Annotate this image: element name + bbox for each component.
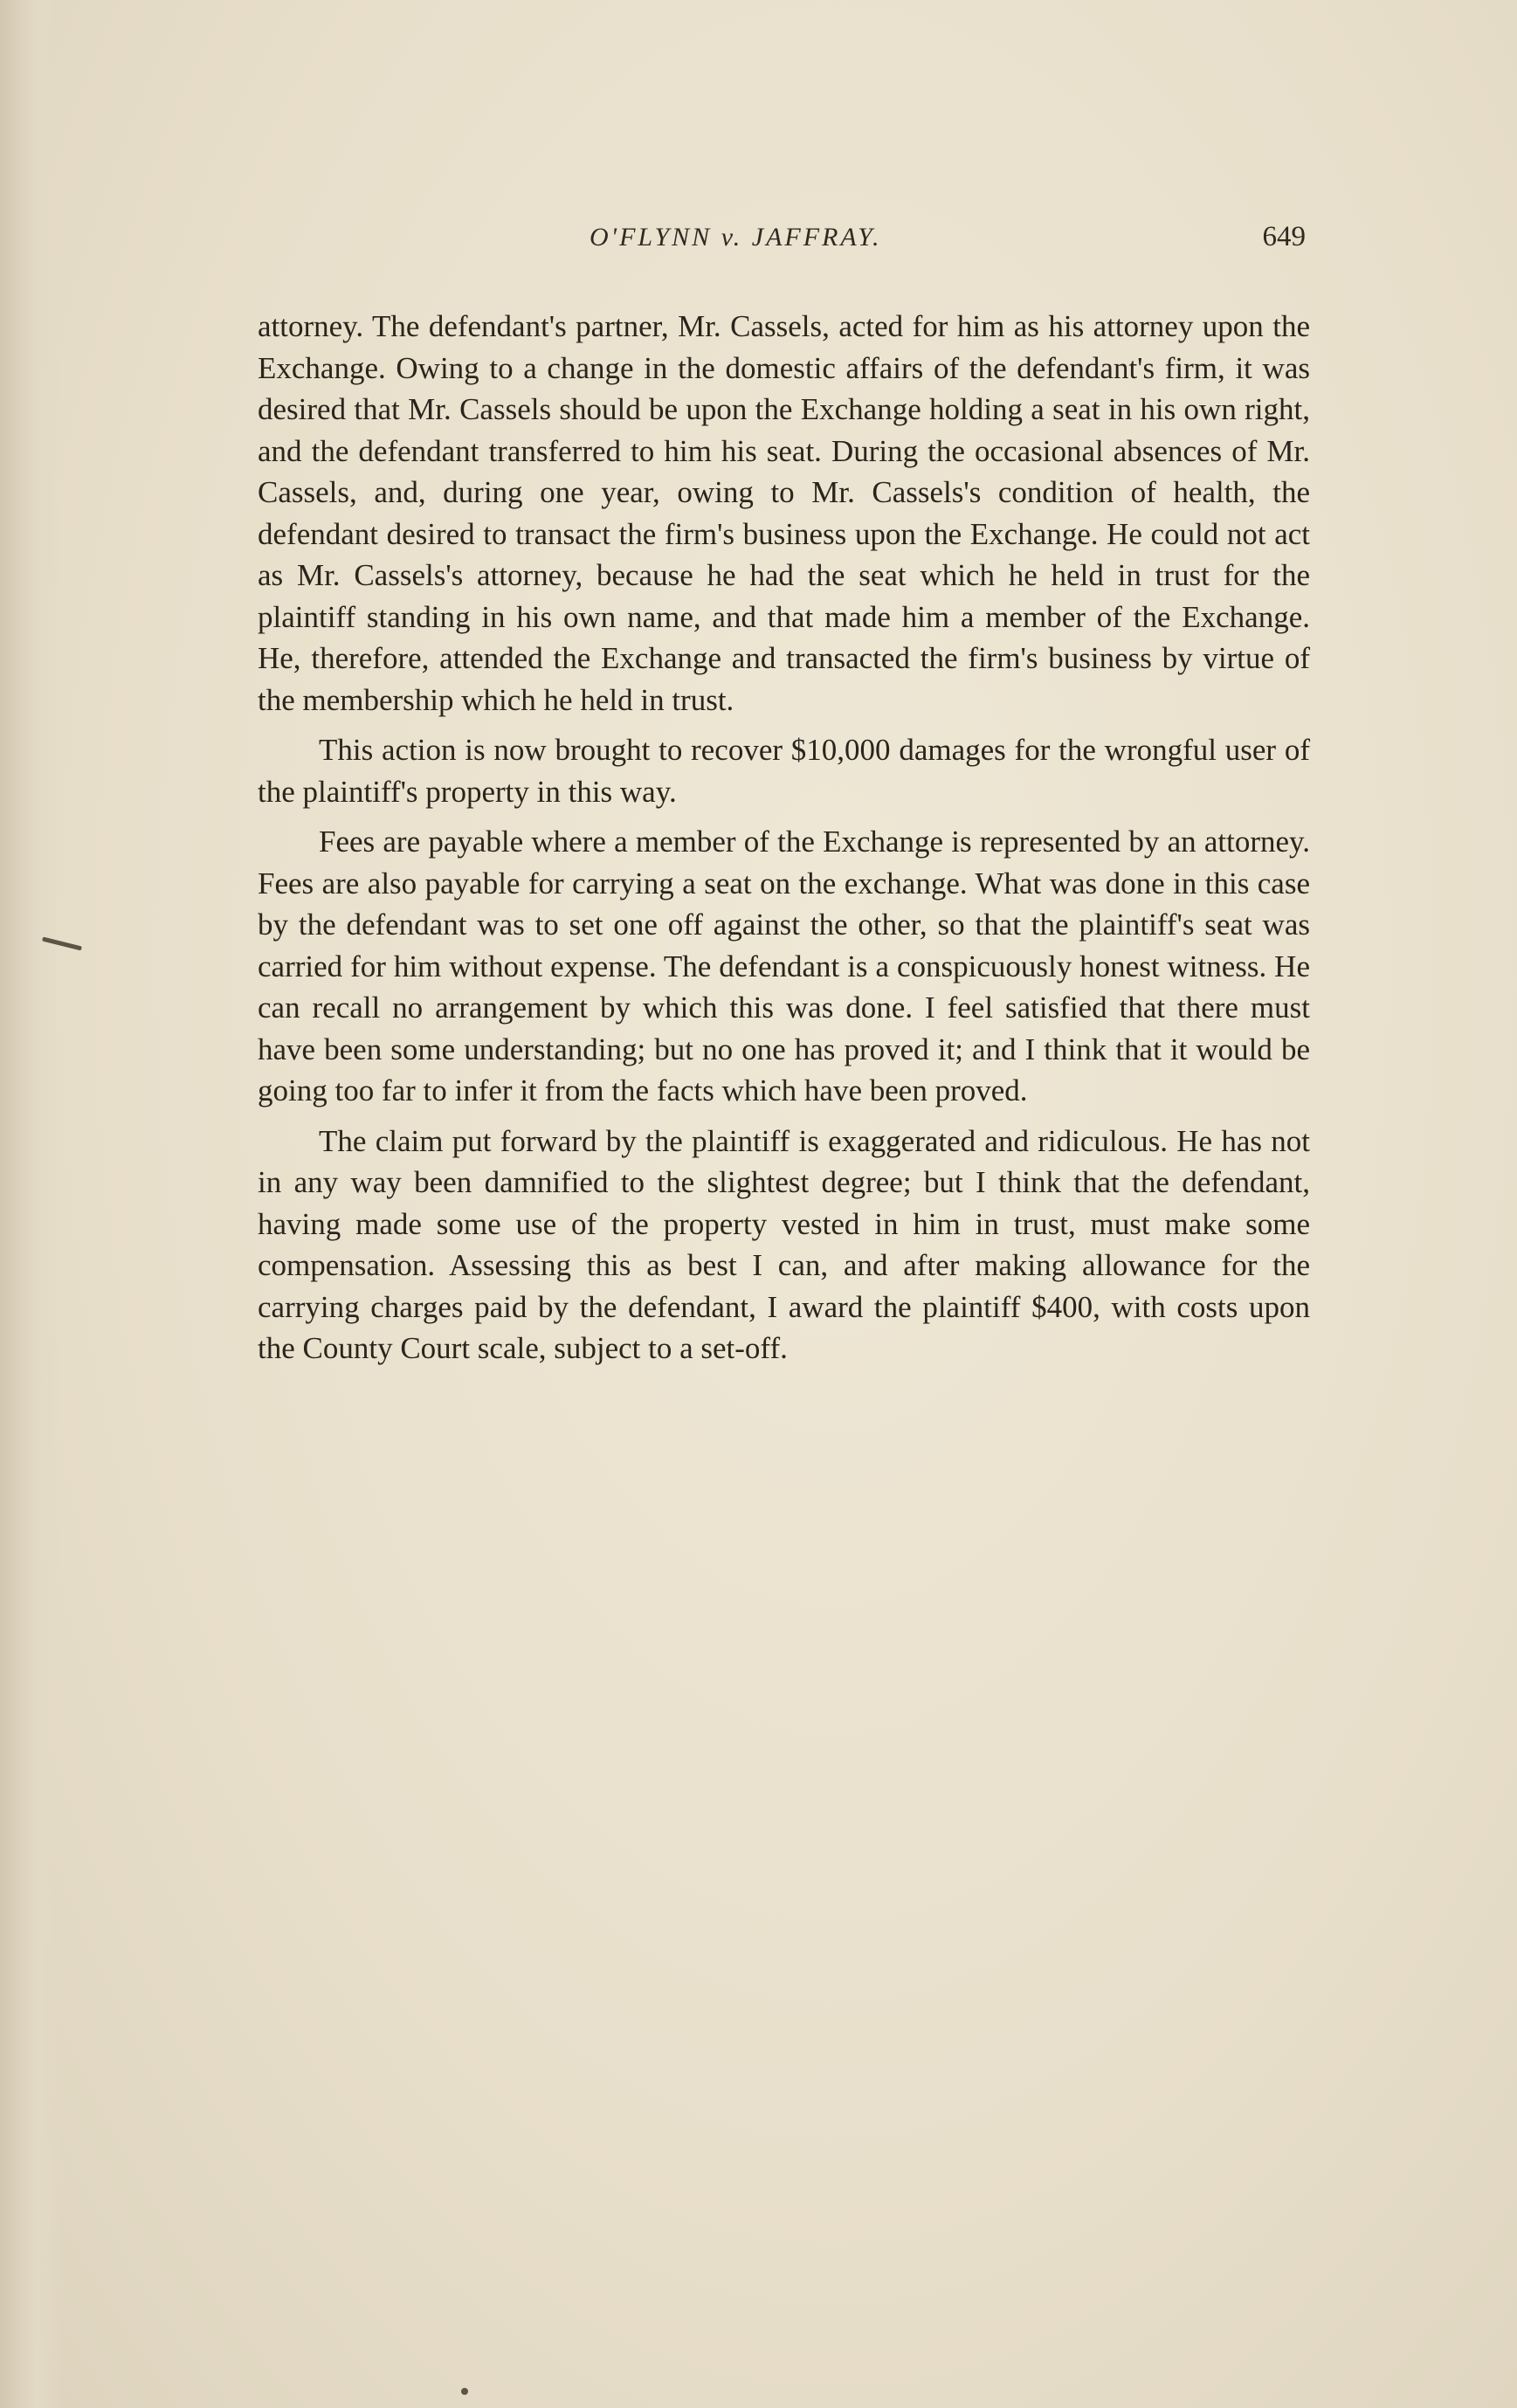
body-text xyxy=(258,306,1310,1378)
paragraph-1: attorney. The defendant's partner, Mr. Cassels, acted for him as his attorney upon the Exchange. Owing to a change in the domestic affairs of the defendant's firm, it was desired that Mr. Cassels should be upon the Exchange holding a seat in his own right, and the defendant transferred to him his seat. During the occasional absences of Mr. Cassels, and, during one year, owing to Mr. Cassels's condition of health, the defendant desired to transact the firm's business upon the Exchange. He could not act as Mr. Cassels's attorney, because he had the seat which he held in trust for the plaintiff standing in his own name, and that made him a member of the Exchange. He, therefore, attended the Exchange and transacted the firm's business by virtue of the membership which he held in trust. xyxy=(258,309,1310,717)
paragraph-2: This action is now brought to recover $10,000 damages for the wrongful user of the plaintiff's property in this way. xyxy=(258,733,1310,809)
speck-mark xyxy=(461,2388,468,2395)
running-title: O'FLYNN v. JAFFRAY. xyxy=(590,223,882,252)
gutter-shadow xyxy=(0,0,61,2408)
paragraph-3: Fees are payable where a member of the Exchange is represented by an attorney. Fees are also payable for carrying a seat on the exchange. What was done in this case by the defendant was to set one off against the other, so that the plaintiff's seat was carried for him without expense. The defendant is a conspicuously honest witness. He can recall no arrangement by which this was done. I feel satisfied that there must have been some understanding; but no one has proved it; and I think that it would be going too far to infer it from the facts which have been proved. xyxy=(258,825,1310,1107)
running-head xyxy=(258,223,1306,266)
page-number: 649 xyxy=(1262,221,1306,252)
paragraph-4: The claim put forward by the plaintiff is exaggerated and ridiculous. He has not in any way been damnified to the slightest degree; but I think that the defendant, having made some use of the property vested in him in trust, must make some compensation. Assessing this as best I can, and after making allowance for the carrying charges paid by the defendant, I award the plaintiff $400, with costs upon the County Court scale, subject to a set-off. xyxy=(258,1123,1310,1365)
